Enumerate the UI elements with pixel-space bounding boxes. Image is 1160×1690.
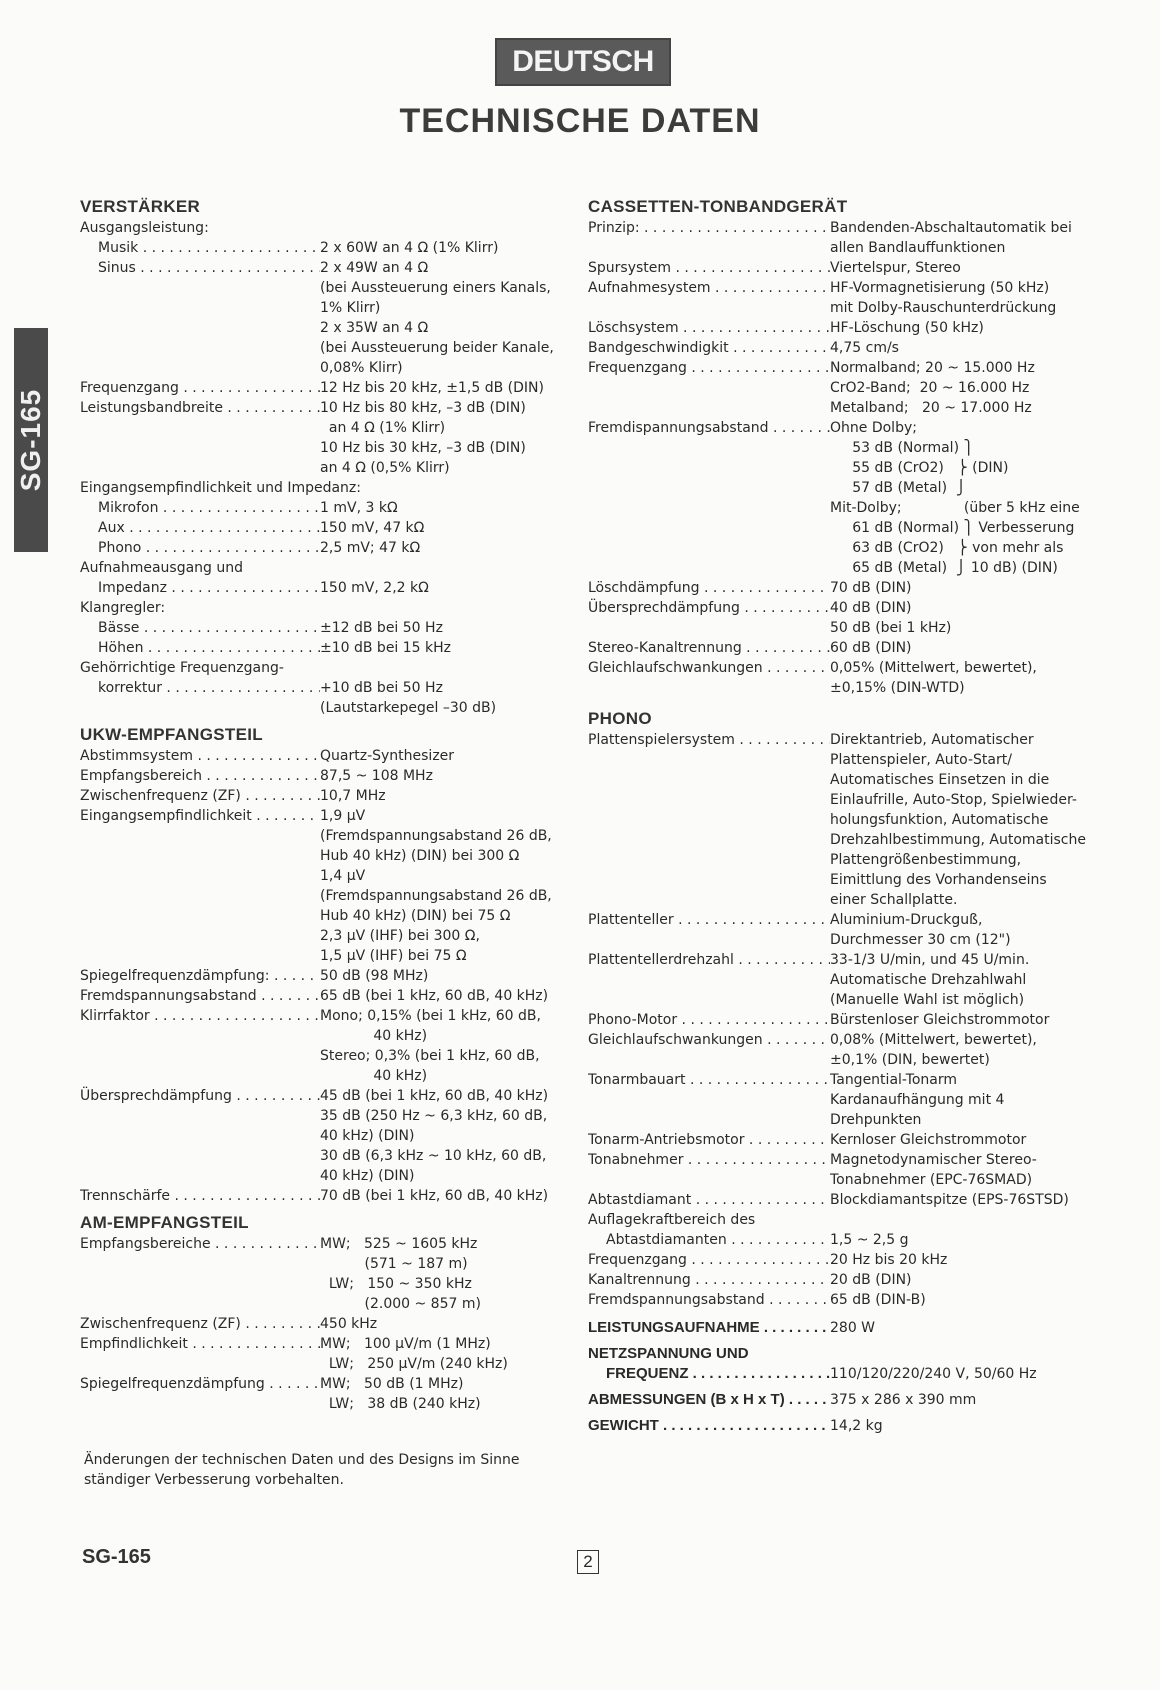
spec-row	[588, 1210, 1108, 1230]
spec-value: Magnetodynamischer Stereo- Tonabnehmer (EPC-76SMAD)	[830, 1152, 1037, 1188]
spec-value: 10 Hz bis 80 kHz, –3 dB (DIN) an 4 Ω (1% Klirr) 10 Hz bis 30 kHz, –3 dB (DIN) an 4 Ω (0,5% Klirr)	[320, 400, 526, 476]
spec-row	[588, 1130, 1108, 1150]
spec-row	[588, 1290, 1108, 1310]
spec-value: 70 dB (bei 1 kHz, 60 dB, 40 kHz)	[320, 1188, 549, 1204]
spec-row	[588, 318, 1108, 338]
spec-row	[80, 478, 560, 498]
spec-label: Tonarm-Antriebsmotor . . .	[588, 1130, 830, 1150]
spec-value	[830, 1344, 1108, 1364]
spec-section	[80, 724, 560, 1206]
spec-label: Leistungsbandbreite . . .	[80, 398, 320, 478]
spec-label: Löschdämpfung . . .	[588, 578, 830, 598]
spec-label: Spiegelfrequenzdämpfung . . .	[80, 1374, 320, 1414]
spec-section	[80, 196, 560, 718]
spec-value: 40 dB (DIN) 50 dB (bei 1 kHz)	[830, 600, 952, 636]
spec-label: Übersprechdämpfung . . .	[80, 1086, 320, 1186]
spec-row	[80, 766, 560, 786]
spec-value	[830, 1210, 1108, 1230]
spec-label: Kanaltrennung . . .	[588, 1270, 830, 1290]
spec-label: Auflagekraftbereich des	[588, 1212, 756, 1228]
spec-label: Mikrofon . . .	[80, 498, 320, 518]
spec-row	[80, 1186, 560, 1206]
disclaimer-note: Änderungen der technischen Daten und des Designs im Sinne ständiger Verbesserung vorbehalten.	[84, 1452, 520, 1488]
spec-label: Spursystem . . .	[588, 258, 830, 278]
spec-row	[588, 1344, 1108, 1364]
spec-label: Eingangsempfindlichkeit und Impedanz:	[80, 480, 361, 496]
spec-row	[588, 1190, 1108, 1210]
spec-row	[80, 1234, 560, 1314]
spec-value: MW; 525 ~ 1605 kHz (571 ~ 187 m) LW; 150 ~ 350 kHz (2.000 ~ 857 m)	[320, 1236, 481, 1312]
spec-value: 14,2 kg	[830, 1418, 883, 1434]
spec-value: Kernloser Gleichstrommotor	[830, 1132, 1027, 1148]
spec-label: Gleichlaufschwankungen . . .	[588, 1030, 830, 1070]
spec-value	[320, 598, 560, 618]
spec-value: 50 dB (98 MHz)	[320, 968, 429, 984]
spec-row	[588, 418, 1108, 578]
spec-row	[80, 678, 560, 718]
spec-label: Löschsystem . . .	[588, 318, 830, 338]
spec-label: FREQUENZ . . .	[588, 1364, 830, 1384]
spec-label: Eingangsempfindlichkeit . . .	[80, 806, 320, 966]
spec-label: Stereo-Kanaltrennung . . .	[588, 638, 830, 658]
spec-label: Aufnahmesystem . . .	[588, 278, 830, 318]
spec-value: Ohne Dolby; 53 dB (Normal) ⎫ 55 dB (CrO2) ⎬ (DIN) 57 dB (Metal) ⎭ Mit-Dolby; (über 5 kHz eine 61 dB (Normal) ⎫ Verbesserung 63 dB (CrO2) ⎬ von mehr als 65 dB (Metal) ⎭ 10 dB) (DIN)	[830, 420, 1080, 576]
spec-row	[80, 638, 560, 658]
spec-value: MW; 100 µV/m (1 MHz) LW; 250 µV/m (240 kHz)	[320, 1336, 508, 1372]
spec-value: 0,05% (Mittelwert, bewertet), ±0,15% (DIN-WTD)	[830, 660, 1037, 696]
spec-row	[588, 218, 1108, 258]
spec-label: Plattenteller . . .	[588, 910, 830, 950]
spec-row	[80, 538, 560, 558]
spec-row	[588, 638, 1108, 658]
spec-row	[80, 658, 560, 678]
spec-row	[80, 238, 560, 258]
spec-label: Prinzip: . . .	[588, 218, 830, 258]
spec-label: Frequenzgang . . .	[588, 1250, 830, 1270]
spec-value: 1,5 ~ 2,5 g	[830, 1232, 909, 1248]
spec-label: Aufnahmeausgang und	[80, 560, 244, 576]
spec-value: Tangential-Tonarm Kardanaufhängung mit 4 Drehpunkten	[830, 1072, 1005, 1128]
spec-row	[80, 1314, 560, 1334]
spec-value: 20 Hz bis 20 kHz	[830, 1252, 948, 1268]
spec-label: Bandgeschwindigkit . . .	[588, 338, 830, 358]
spec-label: NETZSPANNUNG UND	[588, 1345, 749, 1362]
spec-row	[80, 1086, 560, 1186]
spec-row	[588, 910, 1108, 950]
spec-row	[588, 338, 1108, 358]
spec-label: korrektur . . .	[80, 678, 320, 718]
spec-value: Direktantrieb, Automatischer Plattenspieler, Auto-Start/ Automatisches Einsetzen in die Einlaufrille, Auto-Stop, Spielwieder- holungsfunktion, Automatische Drehzahlbestimmung, Automatische Plattengrößenbestimmung, Eimittlung des Vorhandenseins einer Schallplatte.	[830, 732, 1086, 908]
spec-row	[588, 1150, 1108, 1190]
spec-row	[80, 498, 560, 518]
section-title: UKW-EMPFANGSTEIL	[80, 725, 263, 744]
spec-label: Musik . . .	[80, 238, 320, 258]
spec-label: Zwischenfrequenz (ZF) . . .	[80, 786, 320, 806]
spec-row	[588, 258, 1108, 278]
spec-value: Bürstenloser Gleichstrommotor	[830, 1012, 1050, 1028]
spec-row	[80, 806, 560, 966]
spec-row	[588, 598, 1108, 638]
spec-section	[588, 1416, 1108, 1436]
spec-row	[588, 1030, 1108, 1070]
spec-section	[80, 1212, 560, 1414]
spec-label: Fremdispannungsabstand . . .	[588, 418, 830, 578]
spec-row	[80, 618, 560, 638]
spec-value: HF-Vormagnetisierung (50 kHz) mit Dolby-Rauschunterdrückung	[830, 280, 1057, 316]
spec-value: HF-Löschung (50 kHz)	[830, 320, 984, 336]
spec-label: Ausgangsleistung:	[80, 220, 209, 236]
spec-row	[80, 558, 560, 578]
spec-row	[80, 598, 560, 618]
spec-label: Plattentellerdrehzahl . . .	[588, 950, 830, 1010]
spec-row	[588, 730, 1108, 910]
left-column	[80, 196, 560, 1420]
spec-row	[588, 1230, 1108, 1250]
spec-label: Gleichlaufschwankungen . . .	[588, 658, 830, 698]
spec-label: Empfangsbereich . . .	[80, 766, 320, 786]
spec-value: MW; 50 dB (1 MHz) LW; 38 dB (240 kHz)	[320, 1376, 481, 1412]
section-title: VERSTÄRKER	[80, 197, 201, 216]
spec-value	[284, 658, 560, 678]
spec-value: 87,5 ~ 108 MHz	[320, 768, 433, 784]
spec-value: 60 dB (DIN)	[830, 640, 912, 656]
page-title: TECHNISCHE DATEN	[399, 102, 761, 140]
spec-value: 45 dB (bei 1 kHz, 60 dB, 40 kHz) 35 dB (250 Hz ~ 6,3 kHz, 60 dB, 40 kHz) (DIN) 30 dB (6,3 kHz ~ 10 kHz, 60 dB, 40 kHz) (DIN)	[320, 1088, 549, 1184]
spec-value: Viertelspur, Stereo	[830, 260, 961, 276]
spec-value: +10 dB bei 50 Hz (Lautstarkepegel –30 dB)	[320, 680, 497, 716]
spec-label: Tonarmbauart . . .	[588, 1070, 830, 1130]
spec-label: GEWICHT . . .	[588, 1416, 830, 1436]
spec-row	[80, 1374, 560, 1414]
spec-value: ±12 dB bei 50 Hz	[320, 620, 443, 636]
spec-row	[588, 1270, 1108, 1290]
spec-row	[588, 1250, 1108, 1270]
page-number: 2	[577, 1550, 599, 1574]
spec-row	[80, 1006, 560, 1086]
spec-label: Empfindlichkeit . . .	[80, 1334, 320, 1374]
spec-value	[361, 478, 560, 498]
language-badge: DEUTSCH	[495, 38, 671, 86]
spec-value: Quartz-Synthesizer	[320, 748, 455, 764]
spec-label: Abtastdiamanten . . .	[588, 1230, 830, 1250]
spec-value: 1 mV, 3 kΩ	[320, 500, 398, 516]
spec-label: Gehörrichtige Frequenzgang-	[80, 660, 284, 676]
spec-row	[80, 378, 560, 398]
spec-label: Abtastdiamant . . .	[588, 1190, 830, 1210]
spec-value: Blockdiamantspitze (EPS-76STSD)	[830, 1192, 1069, 1208]
spec-label: Klirrfaktor . . .	[80, 1006, 320, 1086]
spec-value	[320, 558, 560, 578]
spec-value: 70 dB (DIN)	[830, 580, 912, 596]
spec-label: Frequenzgang . . .	[80, 378, 320, 398]
spec-value: 10,7 MHz	[320, 788, 386, 804]
spec-row	[588, 278, 1108, 318]
spec-value: Bandenden-Abschaltautomatik bei allen Bandlauffunktionen	[830, 220, 1072, 256]
spec-value: 110/120/220/240 V, 50/60 Hz	[830, 1366, 1037, 1382]
spec-label: Sinus . . .	[80, 258, 320, 378]
spec-row	[588, 1010, 1108, 1030]
spec-label: Bässe . . .	[80, 618, 320, 638]
spec-label: Tonabnehmer . . .	[588, 1150, 830, 1190]
spec-value: 2,5 mV; 47 kΩ	[320, 540, 421, 556]
spec-label: Plattenspielersystem . . .	[588, 730, 830, 910]
right-column	[588, 196, 1108, 1442]
spec-value: 2 x 49W an 4 Ω (bei Aussteuerung einers Kanals, 1% Klirr) 2 x 35W an 4 Ω (bei Aussteuerung beider Kanale, 0,08% Klirr)	[320, 260, 554, 376]
spec-value: 1,9 µV (Fremdspannungsabstand 26 dB, Hub 40 kHz) (DIN) bei 300 Ω 1,4 µV (Fremdspannungsabstand 26 dB, Hub 40 kHz) (DIN) bei 75 Ω 2,3 µV (IHF) bei 300 Ω, 1,5 µV (IHF) bei 75 Ω	[320, 808, 552, 964]
spec-value: 2 x 60W an 4 Ω (1% Klirr)	[320, 240, 499, 256]
spec-row	[588, 950, 1108, 1010]
spec-row	[588, 1390, 1108, 1410]
spec-row	[588, 1070, 1108, 1130]
spec-value: 150 mV, 2,2 kΩ	[320, 580, 429, 596]
spec-row	[588, 658, 1108, 698]
spec-label: Spiegelfrequenzdämpfung: . . .	[80, 966, 320, 986]
spec-label: Phono . . .	[80, 538, 320, 558]
spec-row	[80, 398, 560, 478]
spec-value: Aluminium-Druckguß, Durchmesser 30 cm (12")	[830, 912, 1011, 948]
spec-label: Zwischenfrequenz (ZF) . . .	[80, 1314, 320, 1334]
spec-row	[80, 258, 560, 378]
spec-value: 33-1/3 U/min, und 45 U/min. Automatische Drehzahlwahl (Manuelle Wahl ist möglich)	[830, 952, 1030, 1008]
spec-label: Phono-Motor . . .	[588, 1010, 830, 1030]
spec-label: Fremdspannungsabstand . . .	[80, 986, 320, 1006]
spec-label: Aux . . .	[80, 518, 320, 538]
spec-section	[588, 196, 1108, 698]
spec-value	[320, 218, 560, 238]
spec-row	[80, 518, 560, 538]
spec-value: 12 Hz bis 20 kHz, ±1,5 dB (DIN)	[320, 380, 544, 396]
section-title: PHONO	[588, 709, 652, 728]
spec-value: ±10 dB bei 15 kHz	[320, 640, 452, 656]
footer-model-number: SG-165	[82, 1546, 151, 1568]
spec-row	[80, 218, 560, 238]
spec-value: 65 dB (bei 1 kHz, 60 dB, 40 kHz)	[320, 988, 549, 1004]
section-title: AM-EMPFANGSTEIL	[80, 1213, 249, 1232]
spec-section	[588, 1318, 1108, 1338]
side-model-label: SG-165	[15, 388, 46, 492]
spec-row	[80, 1334, 560, 1374]
spec-section	[588, 1390, 1108, 1410]
spec-label: Empfangsbereiche . . .	[80, 1234, 320, 1314]
spec-value: 150 mV, 47 kΩ	[320, 520, 425, 536]
spec-value: 20 dB (DIN)	[830, 1272, 912, 1288]
spec-row	[588, 1364, 1108, 1384]
spec-label: Fremdspannungsabstand . . .	[588, 1290, 830, 1310]
spec-label: Impedanz . . .	[80, 578, 320, 598]
spec-value: Mono; 0,15% (bei 1 kHz, 60 dB, 40 kHz) Stereo; 0,3% (bei 1 kHz, 60 dB, 40 kHz)	[320, 1008, 541, 1084]
spec-label: ABMESSUNGEN (B x H x T) . . .	[588, 1390, 830, 1410]
spec-row	[80, 966, 560, 986]
spec-value: 375 x 286 x 390 mm	[830, 1392, 977, 1408]
spec-row	[588, 1318, 1108, 1338]
spec-value: 4,75 cm/s	[830, 340, 899, 356]
spec-value: 0,08% (Mittelwert, bewertet), ±0,1% (DIN, bewertet)	[830, 1032, 1037, 1068]
spec-row	[80, 786, 560, 806]
section-title: CASSETTEN-TONBANDGERÄT	[588, 197, 848, 216]
spec-value: 65 dB (DIN-B)	[830, 1292, 926, 1308]
side-model-tab	[14, 328, 48, 552]
spec-row	[588, 578, 1108, 598]
spec-row	[80, 746, 560, 766]
spec-label: Klangregler:	[80, 600, 166, 616]
spec-row	[588, 1416, 1108, 1436]
spec-row	[80, 986, 560, 1006]
spec-label: Abstimmsystem . . .	[80, 746, 320, 766]
spec-value: 450 kHz	[320, 1316, 378, 1332]
spec-section	[588, 1344, 1108, 1384]
spec-row	[80, 578, 560, 598]
spec-row	[588, 358, 1108, 418]
spec-value: Normalband; 20 ~ 15.000 Hz CrO2-Band; 20 ~ 16.000 Hz Metalband; 20 ~ 17.000 Hz	[830, 360, 1035, 416]
spec-section	[588, 708, 1108, 1310]
spec-value: 280 W	[830, 1320, 876, 1336]
spec-label: Trennschärfe . . .	[80, 1186, 320, 1206]
spec-label: Höhen . . .	[80, 638, 320, 658]
spec-label: Übersprechdämpfung . . .	[588, 598, 830, 638]
spec-label: LEISTUNGSAUFNAHME . . .	[588, 1318, 830, 1338]
spec-label: Frequenzgang . . .	[588, 358, 830, 418]
